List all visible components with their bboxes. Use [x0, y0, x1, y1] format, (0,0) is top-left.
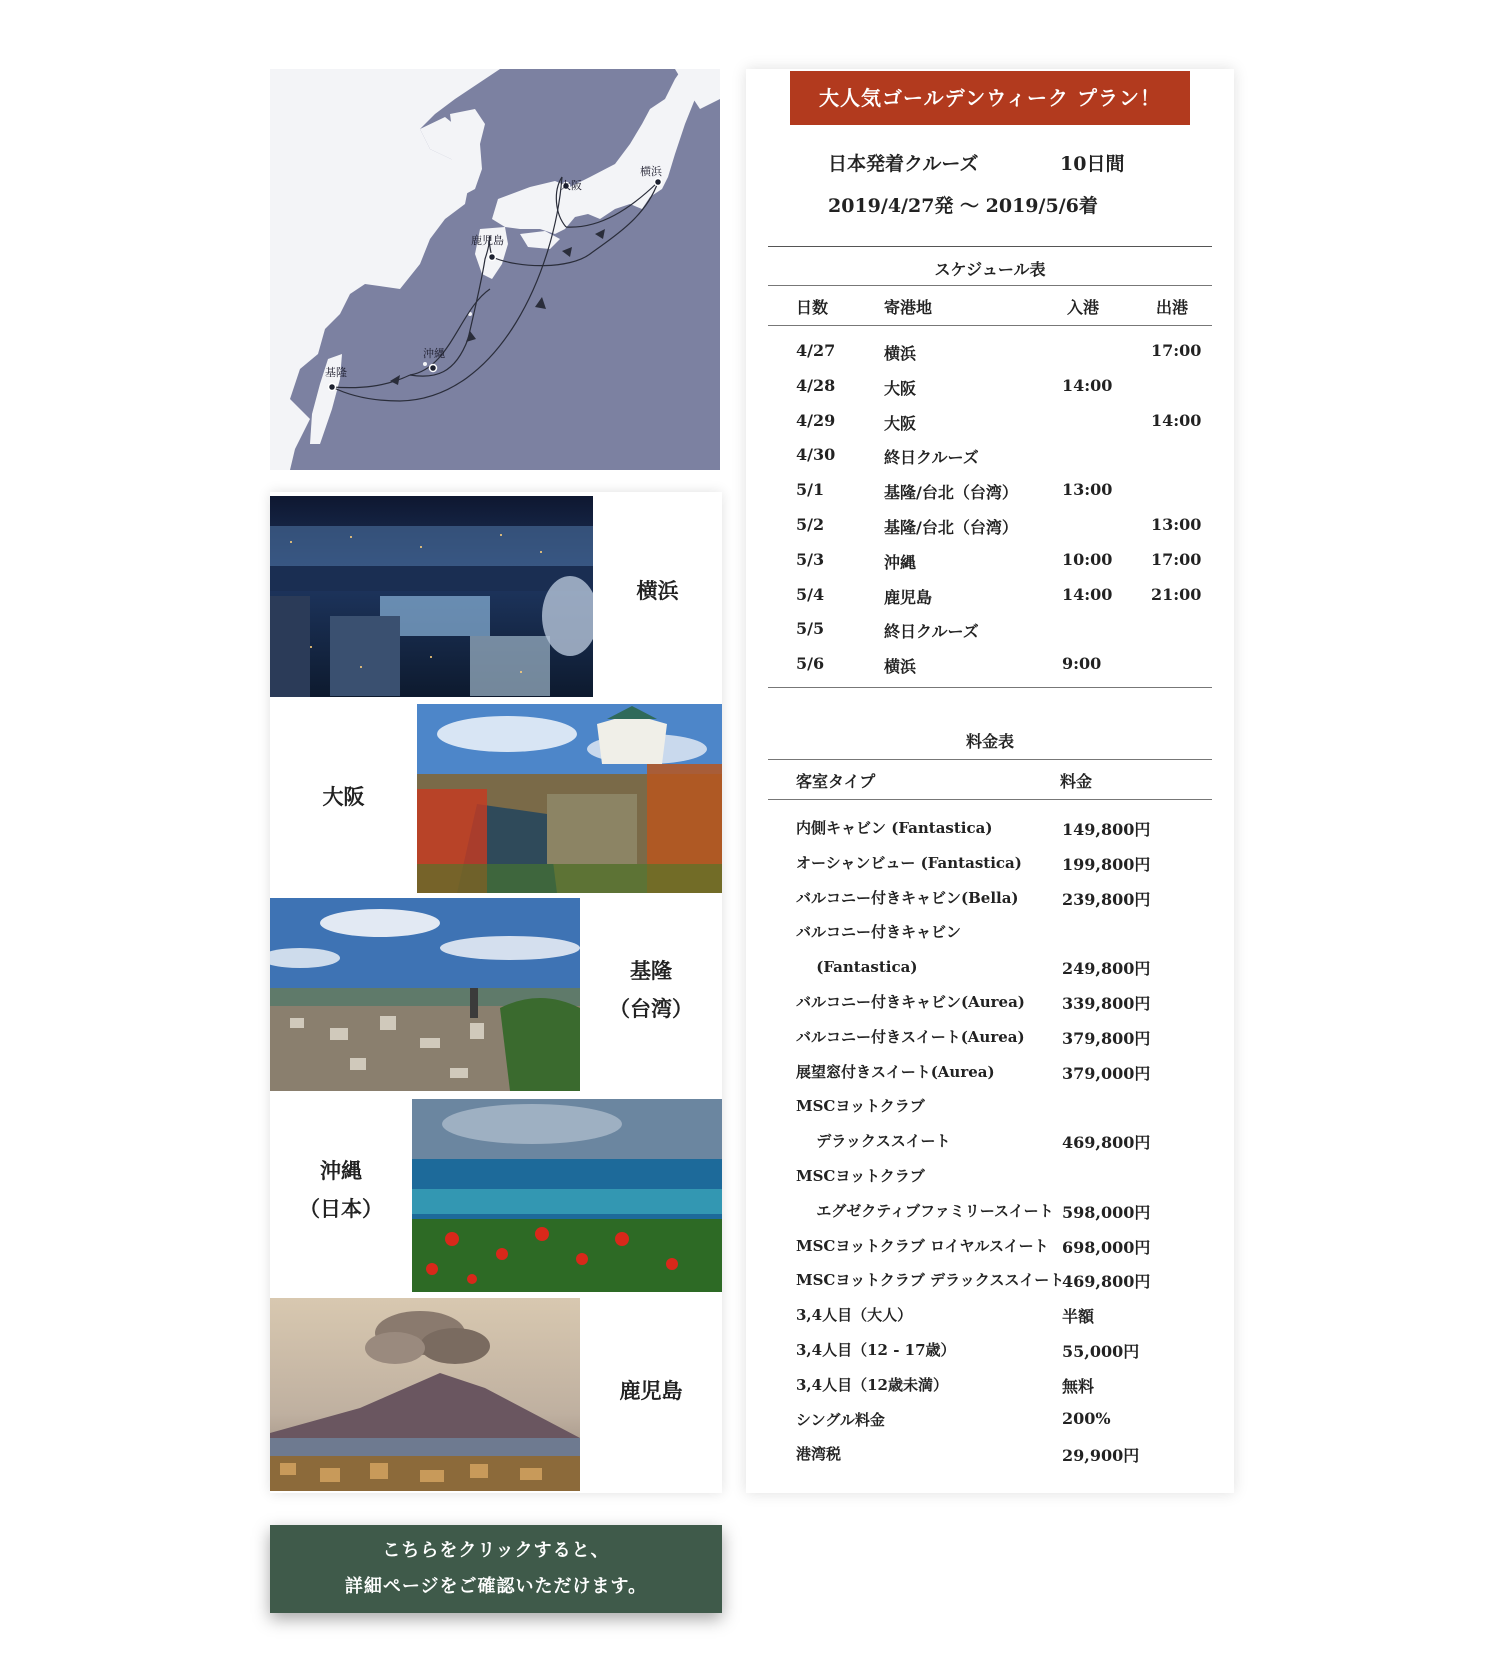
schedule-title: スケジュール表	[934, 260, 1046, 279]
map-label-yokohama: 横浜	[640, 165, 662, 178]
okinawa-photo	[412, 1099, 722, 1292]
price-room-type: シングル料金	[796, 1410, 885, 1429]
price-fare: 29,900円	[1062, 1446, 1140, 1466]
keelung-photo	[270, 898, 580, 1091]
osaka-photo	[417, 704, 722, 893]
schedule-port: 横浜	[884, 657, 917, 677]
schedule-port: 終日クルーズ	[884, 448, 979, 468]
schedule-port: 基隆/台北（台湾）	[884, 518, 1018, 537]
price-title: 料金表	[965, 732, 1014, 751]
schedule-header-port: 寄港地	[884, 298, 933, 317]
price-fare: 339,800円	[1062, 994, 1151, 1013]
city-sublabel-okinawa: （日本）	[299, 1196, 383, 1221]
price-room-type: バルコニー付きキャビン	[796, 923, 962, 942]
price-fare: 無料	[1062, 1376, 1095, 1396]
city-label-yokohama: 横浜	[636, 578, 679, 603]
map-label-keelung: 基隆	[325, 366, 347, 379]
details-link-line2: 詳細ページをご確認いただけます。	[344, 1576, 648, 1597]
schedule-depart: 14:00	[1151, 410, 1202, 430]
price-room-type: デラックススイート	[796, 1132, 951, 1151]
price-room-type: (Fantastica)	[796, 958, 918, 977]
price-room-type: オーシャンビュー (Fantastica)	[796, 853, 1022, 872]
price-fare: 249,800円	[1062, 959, 1151, 979]
schedule-day: 5/1	[796, 480, 825, 500]
details-link-button[interactable]	[270, 1525, 722, 1613]
schedule-day: 5/5	[796, 619, 825, 639]
map-label-osaka: 大阪	[560, 179, 582, 192]
divider	[768, 759, 1212, 760]
schedule-port: 基隆/台北（台湾）	[884, 483, 1018, 503]
price-fare: 半額	[1062, 1307, 1095, 1327]
schedule-arrive: 10:00	[1062, 549, 1113, 569]
price-room-type: MSCヨットクラブ ロイヤルスイート	[796, 1236, 1049, 1255]
price-room-type: MSCヨットクラブ	[796, 1097, 925, 1116]
price-room-type: バルコニー付きスイート(Aurea)	[796, 1027, 1025, 1046]
route-map	[270, 69, 720, 470]
price-fare: 200%	[1062, 1408, 1111, 1428]
schedule-day: 4/28	[796, 375, 836, 395]
divider	[768, 687, 1212, 688]
price-fare: 149,800円	[1062, 820, 1151, 839]
schedule-day: 4/29	[796, 410, 836, 430]
schedule-day: 5/2	[796, 515, 825, 534]
city-label-keelung: 基隆	[630, 958, 672, 983]
price-room-type: 3,4人目（12歳未満）	[796, 1375, 948, 1394]
price-fare: 698,000円	[1062, 1237, 1151, 1257]
city-label-osaka: 大阪	[322, 784, 365, 809]
price-room-type: 3,4人目（大人）	[796, 1306, 913, 1325]
price-room-type: エグゼクティブファミリースイート	[796, 1201, 1054, 1220]
price-fare: 239,800円	[1062, 889, 1151, 909]
price-fare: 379,800円	[1062, 1028, 1151, 1048]
schedule-arrive: 9:00	[1062, 654, 1102, 674]
divider	[768, 285, 1212, 286]
schedule-arrive: 14:00	[1062, 375, 1113, 395]
schedule-arrive: 14:00	[1062, 584, 1113, 604]
schedule-depart: 17:00	[1151, 549, 1202, 569]
cruise-name: 日本発着クルーズ	[828, 153, 979, 175]
price-header-fare: 料金	[1060, 772, 1093, 791]
route-map-graphic	[270, 69, 720, 470]
map-label-okinawa: 沖縄	[423, 347, 445, 360]
kagoshima-photo	[270, 1298, 580, 1491]
schedule-header-arrive: 入港	[1067, 298, 1100, 317]
map-label-kagoshima: 鹿児島	[471, 234, 504, 247]
price-header-room: 客室タイプ	[796, 772, 876, 791]
divider	[768, 246, 1212, 247]
price-room-type: バルコニー付きキャビン(Bella)	[796, 888, 1019, 907]
price-fare: 469,800円	[1062, 1272, 1151, 1292]
schedule-port: 横浜	[884, 344, 917, 363]
schedule-port: 沖縄	[884, 552, 917, 572]
price-room-type: 3,4人目（12 - 17歳）	[796, 1341, 956, 1359]
plan-banner: 大人気ゴールデンウィーク プラン！	[790, 71, 1190, 125]
city-label-okinawa: 沖縄	[320, 1158, 362, 1183]
schedule-depart: 17:00	[1151, 341, 1202, 360]
schedule-port: 大阪	[884, 413, 917, 433]
price-room-type: バルコニー付きキャビン(Aurea)	[796, 993, 1025, 1011]
cruise-info-panel	[746, 69, 1234, 1493]
yokohama-photo	[270, 496, 593, 697]
schedule-arrive: 13:00	[1062, 480, 1113, 500]
price-fare: 199,800円	[1062, 854, 1151, 874]
divider	[768, 799, 1212, 800]
city-sublabel-keelung: （台湾）	[609, 996, 693, 1021]
schedule-header-depart: 出港	[1156, 298, 1189, 317]
price-fare: 55,000円	[1062, 1342, 1140, 1361]
schedule-day: 5/4	[796, 584, 825, 604]
price-room-type: 内側キャビン (Fantastica)	[796, 819, 993, 837]
schedule-day: 5/6	[796, 654, 825, 674]
schedule-port: 鹿児島	[884, 587, 933, 607]
price-fare: 598,000円	[1062, 1202, 1151, 1222]
details-link-line1: こちらをクリックすると、	[382, 1540, 610, 1561]
port-photo-panel	[270, 492, 722, 1493]
schedule-day: 5/3	[796, 549, 825, 569]
cruise-duration: 10日間	[1060, 153, 1125, 175]
schedule-port: 終日クルーズ	[884, 622, 979, 642]
price-fare: 469,800円	[1062, 1133, 1151, 1153]
schedule-depart: 13:00	[1151, 515, 1202, 534]
price-room-type: 展望窓付きスイート(Aurea)	[796, 1062, 995, 1081]
divider	[768, 325, 1212, 326]
schedule-port: 大阪	[884, 378, 917, 398]
price-fare: 379,000円	[1062, 1063, 1151, 1083]
price-room-type: MSCヨットクラブ デラックススイート	[796, 1271, 1065, 1290]
price-room-type: 港湾税	[796, 1445, 842, 1464]
cruise-dates: 2019/4/27発 〜 2019/5/6着	[828, 195, 1098, 217]
schedule-depart: 21:00	[1151, 584, 1202, 604]
schedule-day: 4/30	[796, 445, 836, 465]
schedule-header-day: 日数	[796, 298, 829, 317]
schedule-day: 4/27	[796, 341, 836, 360]
city-label-kagoshima: 鹿児島	[619, 1378, 683, 1403]
price-room-type: MSCヨットクラブ	[796, 1167, 925, 1185]
